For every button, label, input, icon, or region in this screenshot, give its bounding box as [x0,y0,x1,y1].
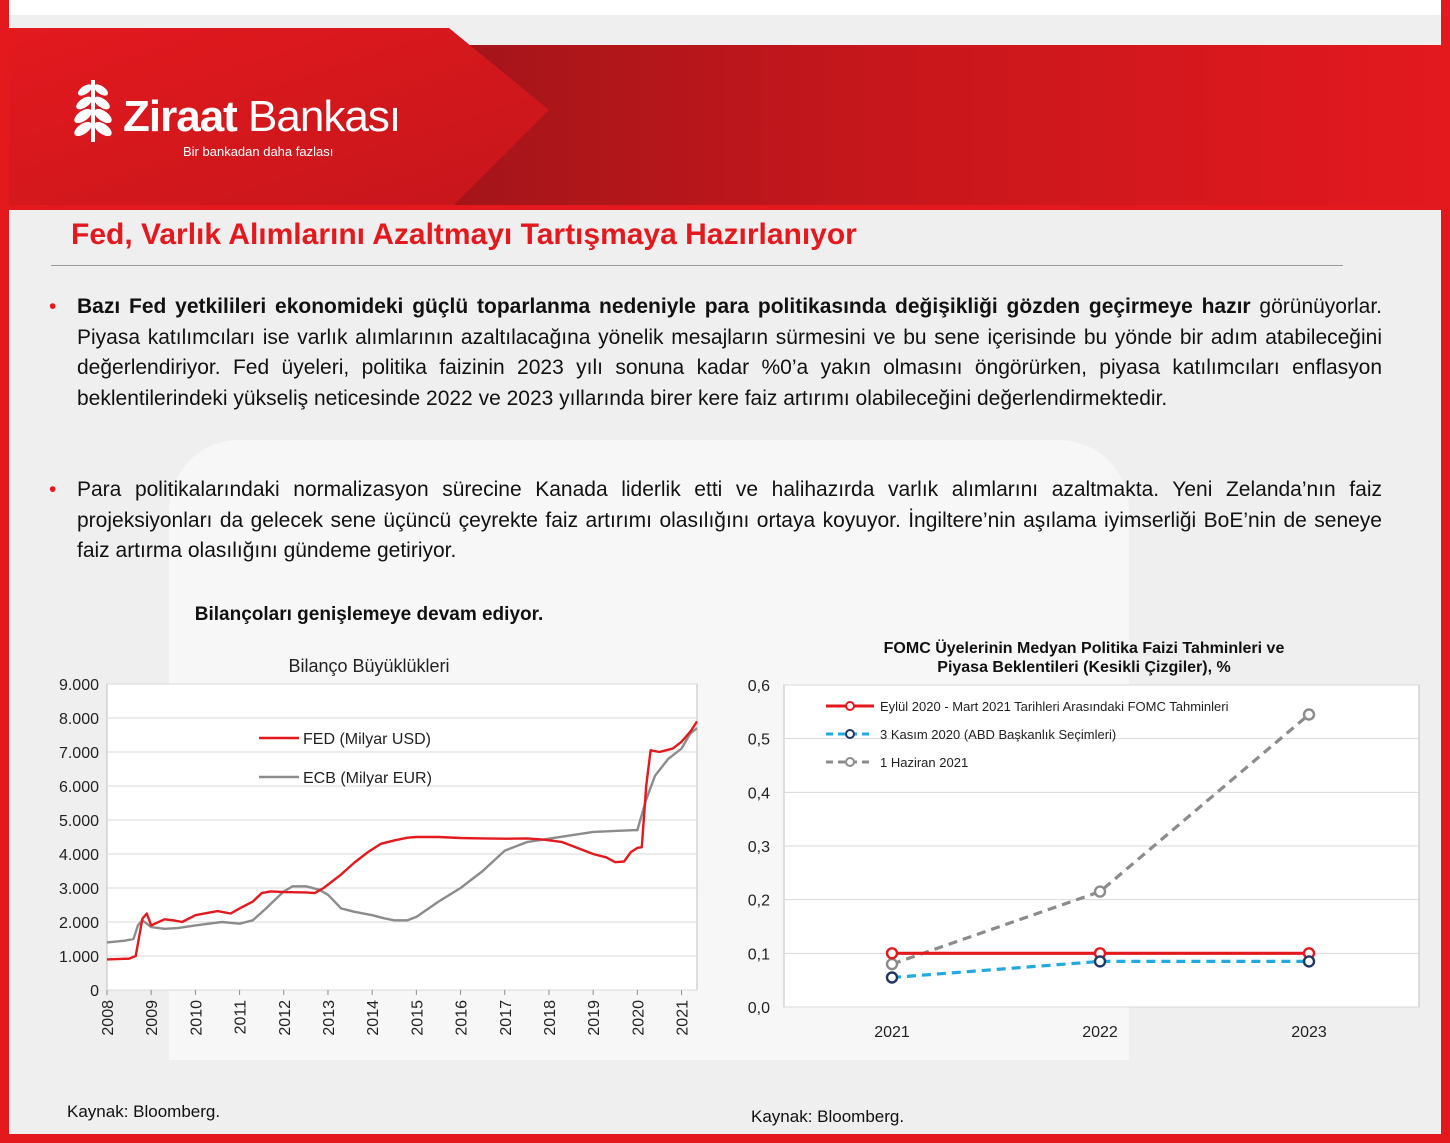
x-tick-label: 2023 [1291,1024,1327,1041]
legend-label-fomc: Eylül 2020 - Mart 2021 Tarihleri Arasındaki FOMC Tahminleri [880,699,1229,714]
legend-label-ecb: ECB (Milyar EUR) [303,770,432,787]
page-title: Fed, Varlık Alımlarını Azaltmayı Tartışmaya Hazırlanıyor [71,218,857,251]
x-tick-label: 2013 [320,1000,338,1036]
y-tick-label: 0 [90,983,99,1000]
fomc-rate-chart [734,670,1434,1060]
y-tick-label: 8.000 [58,711,99,728]
marker-election [1304,956,1314,966]
x-tick-label: 2019 [586,1000,604,1036]
y-tick-label: 0,2 [747,892,770,910]
marker-election [887,973,897,983]
legend-marker-fomc [846,702,854,710]
x-tick-label: 2010 [188,1000,206,1036]
y-tick-label: 0,4 [747,785,770,803]
y-tick-label: 7.000 [58,745,99,762]
x-tick-label: 2008 [100,1000,117,1036]
balance-sheet-chart [29,650,709,1060]
marker-june [887,959,897,969]
brand-name: Ziraat Bankası [123,92,401,141]
x-tick-label: 2018 [541,1000,559,1036]
y-tick-label: 0,3 [747,839,770,856]
bullet-paragraph-2 [49,475,1382,567]
marker-election [1095,956,1105,966]
x-tick-label: 2011 [232,1000,250,1035]
x-tick-label: 2020 [630,1000,648,1036]
legend-label-fed: FED (Milyar USD) [303,731,431,748]
bullet-paragraph-1 [49,292,1382,414]
y-tick-label: 6.000 [58,779,99,796]
chart-title-line: Piyasa Beklentileri (Kesikli Çizgiler), % [937,659,1231,676]
x-tick-label: 2014 [365,1000,383,1036]
y-tick-label: 9.000 [58,677,99,694]
y-tick-label: 0,5 [747,731,770,749]
y-tick-label: 2.000 [58,915,99,932]
x-tick-label: 2021 [874,1024,910,1041]
chart-heading-balance-sheets: Bilançoları genişlemeye devam ediyor. [194,604,544,625]
marker-june [1304,710,1314,720]
x-tick-label: 2012 [276,1000,294,1036]
marker-june [1095,887,1105,897]
source-note-right: Kaynak: Bloomberg. [751,1107,905,1126]
x-tick-label: 2015 [409,1000,427,1036]
title-divider [51,265,1343,266]
x-tick-label: 2021 [674,1000,692,1036]
y-tick-label: 1.000 [58,949,99,966]
legend-marker-election [846,730,854,738]
chart-title: Bilanço Büyüklükleri [288,656,450,676]
chart-title-line: FOMC Üyelerinin Medyan Politika Faizi Tahminleri ve [883,640,1285,657]
bullet-marker: • [49,295,57,318]
source-note-left: Kaynak: Bloomberg. [67,1102,221,1121]
brand-tagline: Bir bankadan daha fazlası [183,144,334,159]
x-tick-label: 2017 [497,1000,515,1036]
x-tick-label: 2016 [453,1000,471,1036]
bullet-text: görünüyorlar. Piyasa katılımcıları ise varlık alımlarının azaltılacağına yönelik mesajların sürmesini ve bu sene içerisinde bu yönde bir adım atabileceğini değerlendiriyor. Fed üyeleri, politika faizinin 2023 yılı sonuna kadar %0’a yakın olmasını öngörürken, piyasa katılımcıları enflasyon beklentilerindeki yükseliş neticesinde 2022 ve 2023 yıllarında birer kere faiz artırımı olabileceğini değerlendirmektedir. [77,295,1382,410]
bullet-text: Para politikalarındaki normalizasyon sürecine Kanada liderlik etti ve halihazırda varlık alımlarını azaltmakta. Yeni Zelanda’nın faiz projeksiyonları da gelecek sene üçüncü çeyrekte faiz artırımı olasılığını ortaya koyuyor. İngiltere’nin aşılama iyimserliği BoE’nin de seneye faiz artırma olasılığını gündeme getiriyor. [77,478,1382,562]
marker-fomc [887,948,897,958]
y-tick-label: 0,0 [747,1000,770,1017]
y-tick-label: 0,1 [747,946,770,964]
bullet-marker: • [49,478,57,501]
y-tick-label: 0,6 [747,678,770,695]
x-tick-label: 2009 [144,1000,162,1036]
y-tick-label: 3.000 [58,881,99,898]
legend-label-june: 1 Haziran 2021 [880,755,969,770]
legend-marker-june [846,758,854,766]
y-tick-label: 4.000 [58,847,99,864]
plot-area [107,684,697,990]
x-tick-label: 2022 [1082,1024,1118,1041]
bullet-bold-text: Bazı Fed yetkilileri ekonomideki güçlü toparlanma nedeniyle para politikasında değişikliği gözden geçirmeye hazır [77,295,1251,318]
legend-label-election: 3 Kasım 2020 (ABD Başkanlık Seçimleri) [880,727,1117,742]
y-tick-label: 5.000 [58,813,99,830]
wheat-icon [71,74,115,144]
